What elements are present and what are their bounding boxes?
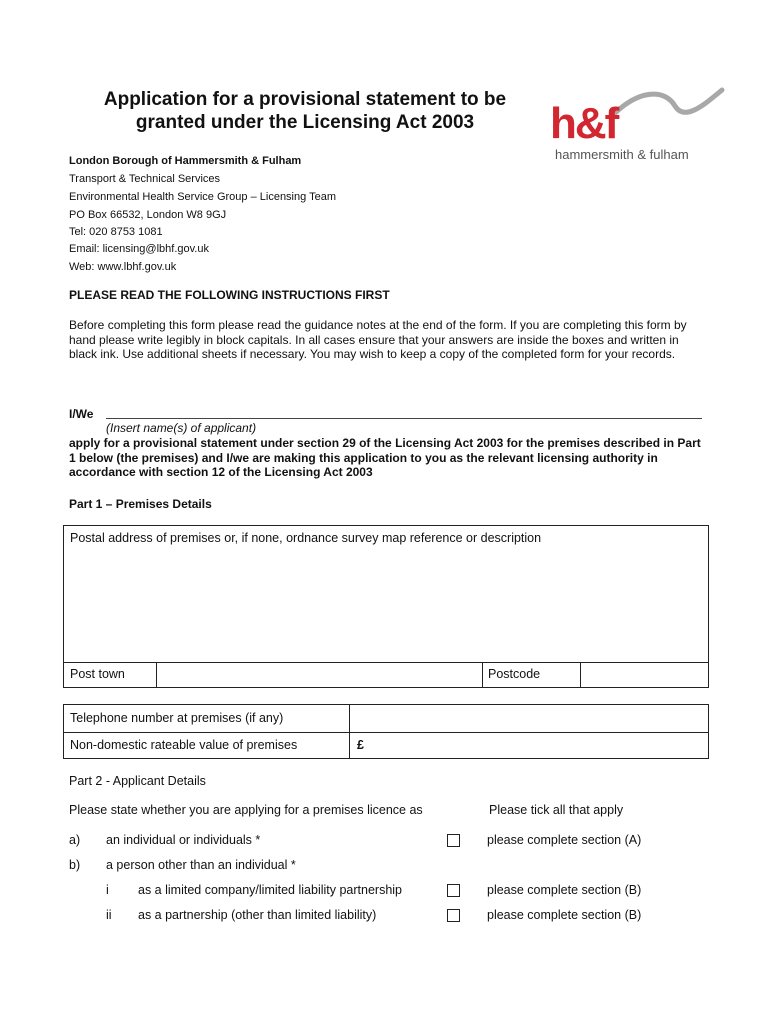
rateable-value-input[interactable] [370,737,708,755]
insert-name-hint: (Insert name(s) of applicant) [106,421,257,435]
post-town-input[interactable] [160,667,482,685]
option-b-label: a person other than an individual * [106,858,296,872]
rateable-value-label: Non-domestic rateable value of premises [70,738,298,752]
logo-subtitle: hammersmith & fulham [555,147,689,162]
council-logo [550,84,720,164]
option-a-letter: a) [69,833,81,847]
apply-statement: apply for a provisional statement under section 29 of the Licensing Act 2003 for the premises described in Part 1 below (the premises) and I/we are making this application to you as the relevant licensing authority in accordance with section 12 of the Licensing Act 2003 [69,436,701,479]
option-bii-label: as a partnership (other than limited liability) [138,908,377,922]
option-bi-section: please complete section (B) [487,883,642,897]
address-line-1: Transport & Technical Services [69,173,221,185]
iwe-label: I/We [69,407,94,421]
post-town-label: Post town [70,667,125,681]
currency-symbol: £ [357,738,364,752]
option-bi-label: as a limited company/limited liability partnership [138,883,403,897]
option-a-label: an individual or individuals * [106,833,261,847]
divider [156,662,157,687]
logo-mark: h&f [550,99,618,148]
postal-address-label: Postal address of premises or, if none, ordnance survey map reference or description [70,531,542,545]
option-bii-checkbox[interactable] [447,909,460,922]
part2-heading: Part 2 - Applicant Details [69,774,206,788]
postcode-label: Postcode [488,667,541,681]
instructions-heading: PLEASE READ THE FOLLOWING INSTRUCTIONS FIRST [69,288,390,302]
option-bii-section: please complete section (B) [487,908,642,922]
option-bii-number: ii [106,908,112,922]
divider [580,662,581,687]
org-name: London Borough of Hammersmith & Fulham [69,155,302,167]
logo-swoosh-icon [610,84,725,124]
address-web: Web: www.lbhf.gov.uk [69,261,177,273]
title-line-2: granted under the Licensing Act 2003 [135,112,475,133]
option-bi-number: i [106,883,109,897]
divider [64,662,708,663]
address-email: Email: licensing@lbhf.gov.uk [69,243,209,255]
title-line-1: Application for a provisional statement to be [103,89,507,110]
premises-details-table [63,704,709,759]
option-a-section: please complete section (A) [487,833,642,847]
instructions-body: Before completing this form please read the guidance notes at the end of the form. If you are completing this form by hand please write legibly in block capitals. In all cases ensure that your answers are inside the boxes and written in black ink. Use additional sheets if necessary. You may wish to keep a copy of the completed form for your records. [69,318,687,361]
address-tel: Tel: 020 8753 1081 [69,226,163,238]
address-line-3: PO Box 66532, London W8 9GJ [69,209,227,221]
premises-address-box [63,525,709,688]
applicant-name-input[interactable] [108,403,702,420]
part1-heading: Part 1 – Premises Details [69,497,212,511]
page-title [62,88,548,134]
postal-address-input[interactable] [70,550,704,662]
telephone-input[interactable] [356,710,708,728]
divider [482,662,483,687]
option-a-checkbox[interactable] [447,834,460,847]
option-b-letter: b) [69,858,81,872]
postcode-input[interactable] [584,667,708,685]
divider [64,732,708,733]
tick-hint: Please tick all that apply [489,803,624,817]
licence-question: Please state whether you are applying for a premises licence as [69,803,423,817]
option-bi-checkbox[interactable] [447,884,460,897]
address-line-2: Environmental Health Service Group – Licensing Team [69,191,336,203]
telephone-label: Telephone number at premises (if any) [70,711,284,725]
